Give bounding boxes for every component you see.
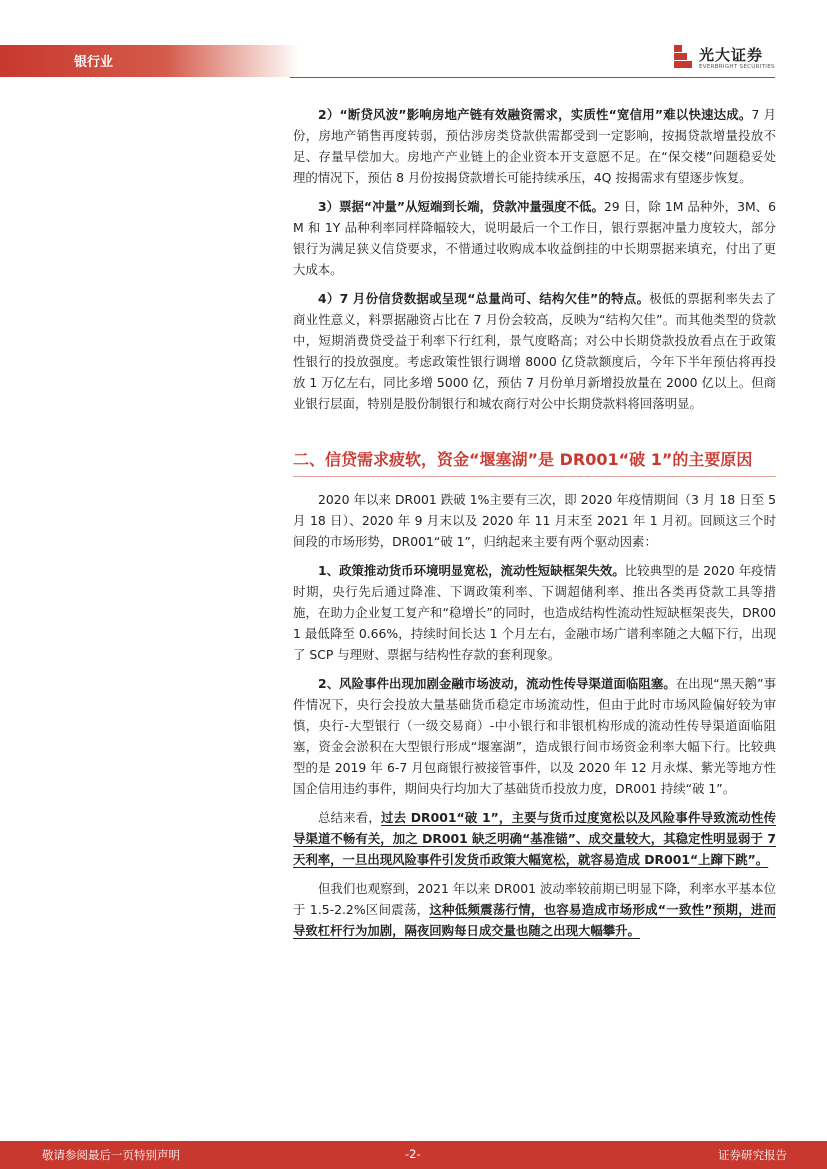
paragraph-text: 比较典型的是 2020 年疫情时期，央行先后通过降准、下调政策利率、下调超储利率、推出各类再贷款工具等措施，在助力企业复工复产和“稳增长”的同时，也造成结构性流动性短缺框架丧失，DR001 最低降至 0.66%，持续时间长达 1 个月左右，金融市场广谱利率随之大幅下行，出现了 SCP 与理财、票据与结构性存款的套利现象。 [293, 563, 776, 662]
paragraph [293, 878, 776, 941]
paragraph-text: 7 月份，房地产销售再度转弱，预估涉房类贷款供需都受到一定影响，按揭贷款增量投放不足、存量早偿加大。房地产产业链上的企业资本开支意愿不足。在“保交楼”问题稳妥处理的情况下，预估 8 月份按揭贷款增长可能持续承压，4Q 按揭需求有望逐步恢复。 [293, 107, 776, 185]
paragraph-lead: 1、政策推动货币环境明显宽松，流动性短缺框架失效。 [318, 563, 625, 578]
paragraph-lead: 2）“断贷风波”影响房地产链有效融资需求，实质性“宽信用”难以快速达成。 [318, 107, 752, 122]
paragraph-lead: 2、风险事件出现加剧金融市场波动，流动性传导渠道面临阻塞。 [318, 676, 676, 691]
header-band [0, 45, 300, 77]
paragraph [293, 196, 776, 280]
paragraph [293, 673, 776, 799]
underlined-conclusion: 过去 DR001“破 1”，主要与货币过度宽松以及风险事件导致流动性传导渠道不畅有关，加之 DR001 缺乏明确“基准锚”、成交量较大，其稳定性明显弱于 7 天利率，一旦出现风险事件引发货币政策大幅宽松，就容易造成 DR001“上蹿下跳”。 [293, 810, 777, 867]
paragraph-lead: 4）7 月份信贷数据或呈现“总量尚可、结构欠佳”的特点。 [318, 291, 650, 306]
paragraph [293, 560, 776, 665]
paragraph-text: 总结来看， [318, 810, 382, 825]
logo-chinese-name: 光大证券 [699, 46, 764, 64]
paragraph [293, 288, 776, 414]
paragraph-text: 2020 年以来 DR001 跌破 1%主要有三次，即 2020 年疫情期间（3 月 18 日至 5 月 18 日）、2020 年 9 月末以及 2020 年 11 月末至 2021 年 1 月初。回顾这三个时间段的市场形势，DR001“破 1”，归纳起来主要有两个驱动因素： [293, 492, 776, 549]
paragraph-text: 极低的票据利率失去了商业性意义，料票据融资占比在 7 月份会较高，反映为“结构欠佳”。而其他类型的贷款中，短期消费贷受益于利率下行红利，景气度略高；对公中长期贷款投放看点在于政策性银行的投放强度。考虑政策性银行调增 8000 亿贷款额度后，今年下半年预估将再投放 1 万亿左右，同比多增 5000 亿，预估 7 月份单月新增投放量在 2000 亿以上。但商业银行层面，特别是股份制银行和城农商行对公中长期贷款料将回落明显。 [293, 291, 777, 411]
page-number: -2- [405, 1147, 421, 1161]
company-logo [672, 42, 784, 78]
main-content [293, 104, 776, 949]
paragraph [293, 104, 776, 188]
section-heading: 二、信贷需求疲软，资金“堰塞湖”是 DR001“破 1”的主要原因 [293, 448, 776, 477]
paragraph [293, 807, 776, 870]
underlined-conclusion: 这种低频震荡行情，也容易造成市场形成“一致性”预期，进而导致杠杆行为加剧，隔夜回购每日成交量也随之出现大幅攀升。 [293, 902, 777, 938]
footer-disclaimer: 敬请参阅最后一页特别声明 [42, 1148, 180, 1162]
paragraph-text: 但我们也观察到，2021 年以来 DR001 波动率较前期已明显下降，利率水平基本位于 1.5-2.2%区间震荡， [293, 881, 776, 917]
report-type: 证券研究报告 [718, 1148, 787, 1162]
paragraph-text: 29 日，除 1M 品种外，3M、6M 和 1Y 品种利率同样降幅较大，说明最后一个工作日，银行票据冲量力度较大，部分银行为满足狭义信贷要求，不惜通过收购成本收益倒挂的中长期票据来填充，付出了更大成本。 [293, 199, 776, 277]
paragraph-text: 在出现“黑天鹅”事件情况下，央行会投放大量基础货币稳定市场流动性，但由于此时市场风险偏好较为审慎，央行-大型银行（一级交易商）-中小银行和非银机构形成的流动性传导渠道面临阻塞，资金会淤积在大型银行形成“堰塞湖”，造成银行间市场资金利率大幅下行。比较典型的是 2019 年 6-7 月包商银行被接管事件，以及 2020 年 12 月永煤、紫光等地方性国企信用违约事件，期间央行均加大了基础货币投放力度，DR001 持续“破 1”。 [293, 676, 777, 796]
logo-english-name: EVERBRIGHT SECURITIES [699, 64, 775, 70]
industry-label: 银行业 [74, 55, 114, 70]
logo-mark-icon [672, 44, 694, 70]
paragraph-lead: 3）票据“冲量”从短端到长端，贷款冲量强度不低。 [318, 199, 604, 214]
paragraph [293, 489, 776, 552]
